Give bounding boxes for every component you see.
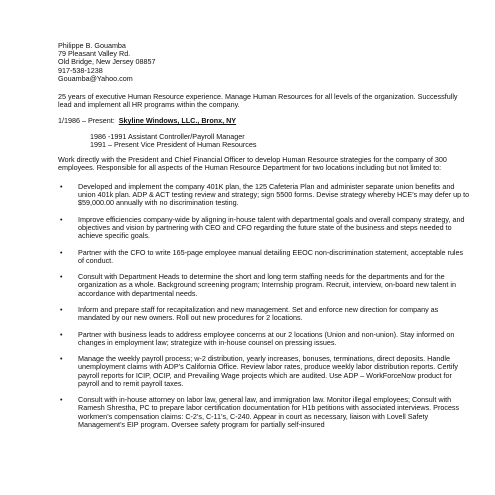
list-item bbox=[58, 396, 470, 429]
bullet-icon: • bbox=[60, 304, 63, 314]
contact-street: 79 Pleasant Valley Rd. bbox=[58, 49, 131, 59]
list-item-text: Partner with business leads to address employee concerns at our 2 locations (Union and non-union). Stay informed on changes in employment law; strategize with in-house counsel on pressing issues. bbox=[78, 329, 455, 347]
roles-block bbox=[90, 133, 495, 149]
list-item-text: Consult with in-house attorney on labor law, general law, and immigration law. Monitor illegal employees; Consult with Ramesh Shrestha, PC to prepare labor certification documentation for H1b petitions with associated interviews. Process workmen’s compensation claims: C-2’s, C-11’s, C-240. Appear in court as necessary, liaison with Lovell Safety Management’s EIP program. Oversee safety program for partially self-insured bbox=[78, 395, 460, 429]
list-item-text: Improve efficiencies company-wide by aligning in-house talent with departmental goals and overall company strategy, and objectives and vision by partnering with CEO and CFO regarding the future state of the business and steps needed to achieve specific goals. bbox=[78, 214, 465, 241]
bullet-icon: • bbox=[60, 395, 63, 405]
bullet-icon: • bbox=[60, 247, 63, 257]
list-item bbox=[58, 331, 470, 347]
employer-name: Skyline Windows, LLC., Bronx, NY bbox=[118, 116, 237, 125]
list-item-text: Manage the weekly payroll process; w-2 distribution, yearly increases, bonuses, terminations, direct deposits. Handle unemployment claims with ADP’s California Office. Review labor rates, produce weekly labor distribution reports. Certify payroll reports for ICIP, OCIP, and Prevailing Wage projects which are audited. Use ADP – WorkForceNow product for payroll and to remit payroll taxes. bbox=[78, 354, 459, 388]
summary-paragraph: 25 years of executive Human Resource experience. Manage Human Resources for all levels of the organization. Successfully lead and implement all HR programs within the company. bbox=[58, 92, 458, 110]
contact-block bbox=[58, 42, 468, 83]
employer-line bbox=[58, 117, 468, 125]
contact-name: Philippe B. Gouamba bbox=[58, 41, 126, 50]
list-item-text: Developed and implement the company 401K plan, the 125 Cafeteria Plan and administer separate union benefits and union 401k plan. ADP & ACT testing review and strategy; sign 5500 forms. Devise strategy whereby HCE’s may defer up to $59,000.00 annually with no discrimination testing. bbox=[78, 182, 470, 208]
role-line: 1991 – Present Vice President of Human Resources bbox=[90, 140, 257, 150]
bullet-icon: • bbox=[60, 182, 63, 191]
list-item bbox=[58, 249, 470, 265]
bullet-icon: • bbox=[60, 354, 63, 364]
list-item bbox=[58, 273, 470, 298]
responsibilities-list bbox=[58, 183, 470, 437]
list-item-text: Partner with the CFO to write 165-page employee manual detailing EEOC non-discrimination statement, acceptable rules of conduct. bbox=[78, 247, 464, 265]
list-item bbox=[58, 183, 470, 208]
employment-dates: 1/1986 – Present: bbox=[58, 116, 115, 125]
list-item bbox=[58, 355, 470, 388]
list-item-text: Consult with Department Heads to determine the short and long term staffing needs for the departments and for the organization as a whole. Background screening program; Internship program. Recruit, interview, on-board new talent in accordance with departmental needs. bbox=[78, 272, 456, 298]
role-line: 1986 -1991 Assistant Controller/Payroll Manager bbox=[90, 132, 245, 141]
contact-email: Gouamba@Yahoo.com bbox=[58, 73, 133, 83]
intro-paragraph: Work directly with the President and Chief Financial Officer to develop Human Resource strategies for the company of 300 employees. Responsible for all aspects of the Human Resource Department for two locations including but not limited to: bbox=[58, 155, 447, 173]
list-item bbox=[58, 306, 470, 322]
bullet-icon: • bbox=[60, 214, 63, 224]
list-item-text: Inform and prepare staff for recapitalization and new management. Set and enforce new direction for company as mandated by our new owners. Roll out new procedures for 2 locations. bbox=[78, 304, 439, 323]
list-item bbox=[58, 216, 470, 241]
contact-phone: 917-538-1238 bbox=[58, 65, 103, 75]
contact-city: Old Bridge, New Jersey 08857 bbox=[58, 57, 156, 67]
bullet-icon: • bbox=[60, 272, 63, 282]
bullet-icon: • bbox=[60, 329, 63, 339]
